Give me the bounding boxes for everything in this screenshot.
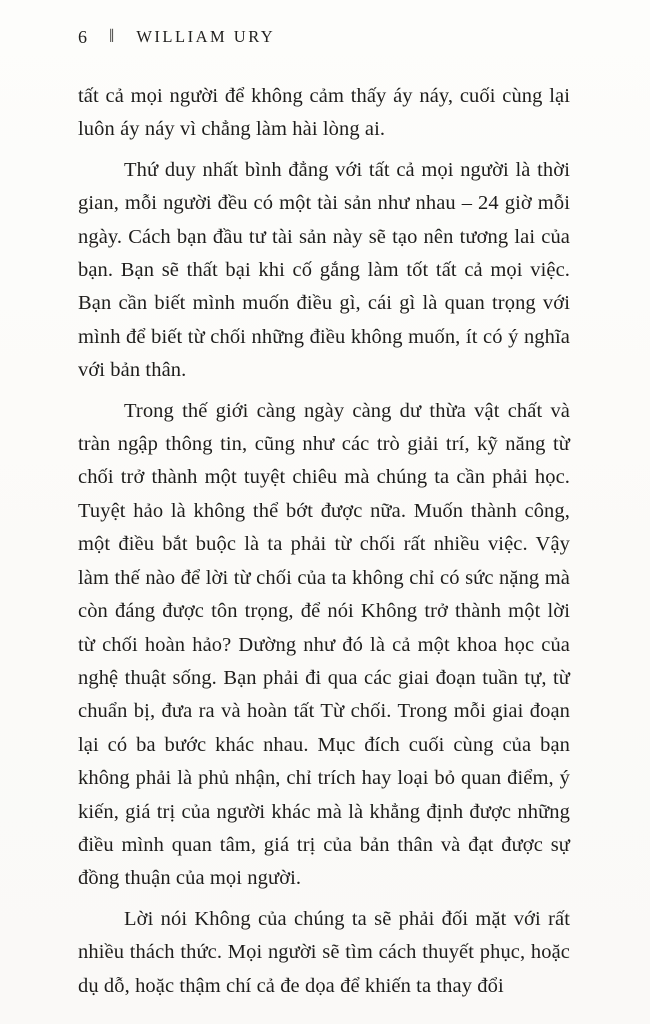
paragraph: Lời nói Không của chúng ta sẽ phải đối mặt với rất nhiều thách thức. Mọi người sẽ tìm cách thuyết phục, hoặc dụ dỗ, hoặc thậm chí cả đe dọa để khiến ta thay đổi [78,907,570,997]
header-separator: ‖ [109,26,115,47]
paragraph: Thứ duy nhất bình đẳng với tất cả mọi người là thời gian, mỗi người đều có một tài sản như nhau – 24 giờ mỗi ngày. Cách bạn đầu tư tài sản này sẽ tạo nên tương lai của bạn. Bạn sẽ thất bại khi cố gắng làm tốt tất cả mọi việc. Bạn cần biết mình muốn điều gì, cái gì là quan trọng với mình để biết từ chối những điều không muốn, ít có ý nghĩa với bản thân. [78,158,570,382]
paragraph: tất cả mọi người để không cảm thấy áy náy, cuối cùng lại luôn áy náy vì chẳng làm hài lòng ai. [78,85,570,141]
page-body [78,80,570,1003]
paragraph: Trong thế giới càng ngày càng dư thừa vật chất và tràn ngập thông tin, cũng như các trò giải trí, kỹ năng từ chối trở thành một tuyệt chiêu mà chúng ta cần phải học. Tuyệt hảo là không thể bớt được nữa. Muốn thành công, một điều bắt buộc là ta phải từ chối rất nhiều việc. Vậy làm thế nào để lời từ chối của ta không chỉ có sức nặng mà còn đáng được tôn trọng, để nói Không trở thành một lời từ chối hoàn hảo? Dường như đó là cả một khoa học của nghệ thuật sống. Bạn phải đi qua các giai đoạn tuần tự, từ chuẩn bị, đưa ra và hoàn tất Từ chối. Trong mỗi giai đoạn lại có ba bước khác nhau. Mục đích cuối cùng của bạn không phải là phủ nhận, chỉ trích hay loại bỏ quan điểm, ý kiến, giá trị của người khác mà là khẳng định được những điều mình quan tâm, giá trị của bản thân và đạt được sự đồng thuận của mọi người. [78,399,570,890]
page-number: 6 [78,26,87,47]
author-name: WILLIAM URY [136,27,276,46]
page-header [78,24,570,50]
